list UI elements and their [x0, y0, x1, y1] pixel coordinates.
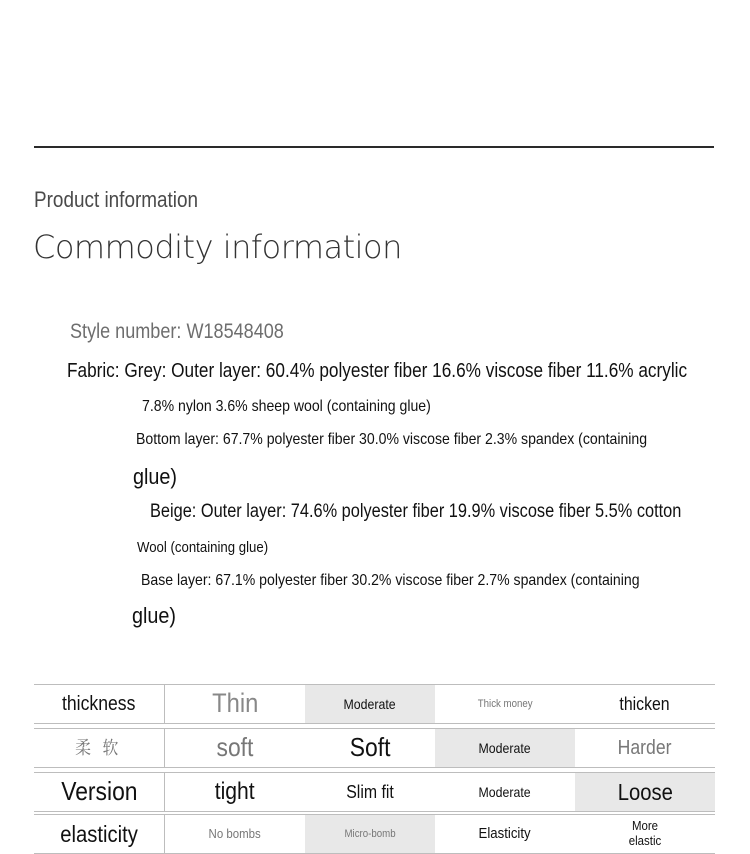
option-cell: Thin [211, 688, 259, 719]
fabric-line: glue) [133, 464, 178, 489]
fabric-line: Fabric: Grey: Outer layer: 60.4% polyester fiber 16.6% viscose fiber 11.6% acrylic [67, 360, 688, 382]
option-cell: Moderate [478, 783, 532, 800]
option-cell: Thick money [477, 697, 533, 710]
section-subtitle: Product information [34, 187, 199, 212]
table-row-version [34, 772, 715, 812]
option-cell: thicken [619, 693, 671, 714]
table-row-softness [34, 728, 715, 768]
option-cell-selected: Micro-bomb [305, 815, 435, 853]
row-label: Version [34, 773, 165, 811]
option-cell: Elasticity [478, 825, 532, 843]
option-cell: Harder [618, 736, 672, 759]
option-cell-selected: Loose [575, 773, 715, 811]
option-cell-selected: Moderate [305, 685, 435, 723]
divider-line [34, 146, 714, 148]
table-row-thickness [34, 684, 715, 724]
row-label: 柔 软 [34, 729, 165, 767]
table-row-elasticity [34, 814, 715, 854]
fabric-line: Wool (containing glue) [137, 539, 269, 556]
option-cell: More elastic [628, 818, 662, 848]
section-title: Commodity information [33, 228, 402, 266]
fabric-line: 7.8% nylon 3.6% sheep wool (containing glue) [142, 398, 431, 415]
fabric-line: glue) [132, 603, 177, 628]
row-label: thickness [34, 685, 165, 723]
option-cell: Soft [349, 732, 391, 763]
fabric-line: Bottom layer: 67.7% polyester fiber 30.0% viscose fiber 2.3% spandex (containing [136, 431, 648, 448]
option-cell: Slim fit [346, 781, 394, 802]
row-label: elasticity [34, 815, 165, 853]
option-cell-selected: Moderate [435, 729, 575, 767]
option-cell: soft [216, 732, 254, 763]
style-number: Style number: W18548408 [70, 320, 284, 343]
option-cell: No bombs [208, 825, 262, 841]
option-cell: tight [215, 778, 255, 806]
fabric-line: Beige: Outer layer: 74.6% polyester fiber 19.9% viscose fiber 5.5% cotton [150, 501, 682, 522]
fabric-line: Base layer: 67.1% polyester fiber 30.2% viscose fiber 2.7% spandex (containing [141, 572, 640, 589]
